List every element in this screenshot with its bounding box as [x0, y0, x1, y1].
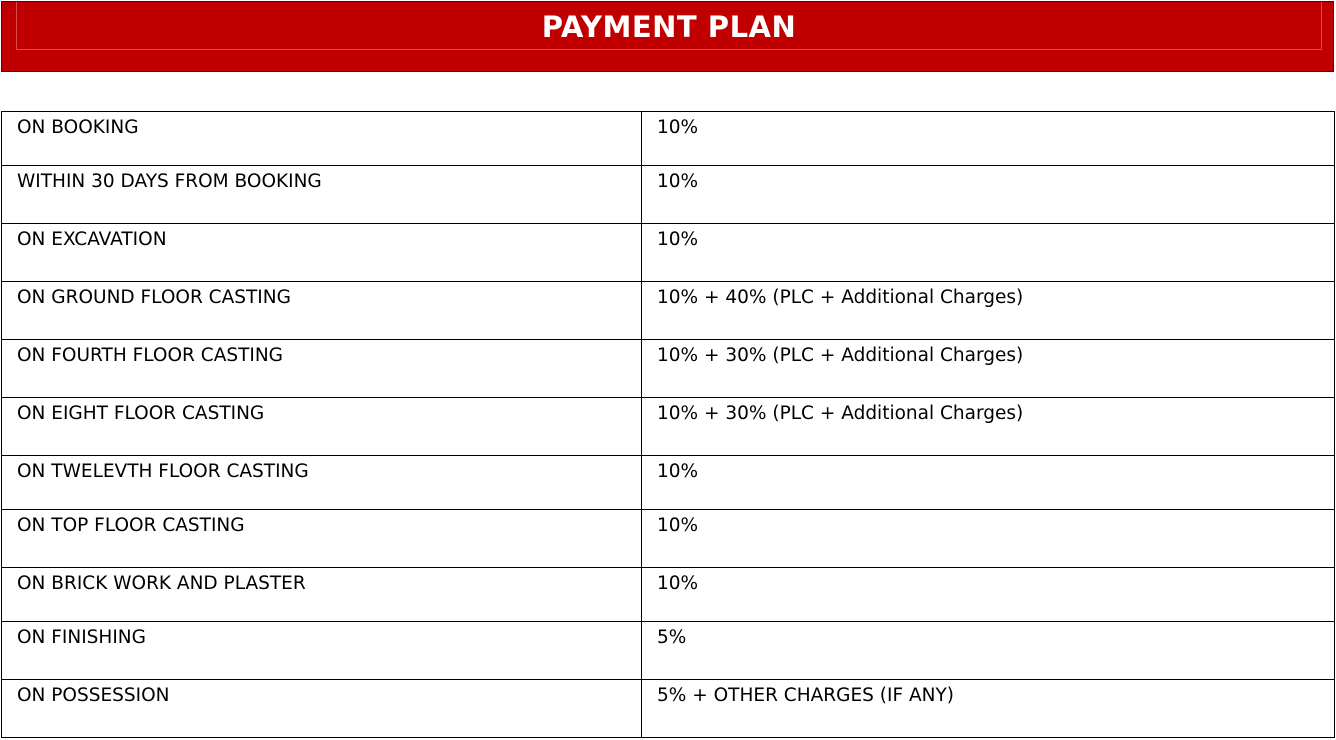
payment-plan-table [1, 111, 1335, 738]
payment-cell: 10% [642, 224, 1335, 282]
stage-cell: ON TWELEVTH FLOOR CASTING [2, 456, 642, 510]
table-row [2, 510, 1335, 568]
table-row [2, 340, 1335, 398]
payment-cell: 10% [642, 456, 1335, 510]
payment-cell: 10% + 30% (PLC + Additional Charges) [642, 340, 1335, 398]
payment-plan-header [1, 1, 1334, 72]
stage-cell: ON GROUND FLOOR CASTING [2, 282, 642, 340]
table-row [2, 568, 1335, 622]
stage-cell: ON POSSESSION [2, 680, 642, 738]
payment-cell: 5% [642, 622, 1335, 680]
stage-cell: ON FINISHING [2, 622, 642, 680]
table-row [2, 456, 1335, 510]
payment-cell: 10% [642, 568, 1335, 622]
table-row [2, 224, 1335, 282]
table-row [2, 282, 1335, 340]
payment-cell: 10% [642, 112, 1335, 166]
table-row [2, 112, 1335, 166]
table-row [2, 622, 1335, 680]
stage-cell: ON EIGHT FLOOR CASTING [2, 398, 642, 456]
table-row [2, 166, 1335, 224]
payment-cell: 10% [642, 510, 1335, 568]
payment-cell: 10% [642, 166, 1335, 224]
stage-cell: ON BOOKING [2, 112, 642, 166]
payment-cell: 10% + 40% (PLC + Additional Charges) [642, 282, 1335, 340]
stage-cell: ON FOURTH FLOOR CASTING [2, 340, 642, 398]
payment-cell: 10% + 30% (PLC + Additional Charges) [642, 398, 1335, 456]
stage-cell: WITHIN 30 DAYS FROM BOOKING [2, 166, 642, 224]
stage-cell: ON TOP FLOOR CASTING [2, 510, 642, 568]
table-row [2, 398, 1335, 456]
header-inner-panel [16, 2, 1322, 50]
table-row [2, 680, 1335, 738]
stage-cell: ON EXCAVATION [2, 224, 642, 282]
stage-cell: ON BRICK WORK AND PLASTER [2, 568, 642, 622]
payment-cell: 5% + OTHER CHARGES (IF ANY) [642, 680, 1335, 738]
page-title: PAYMENT PLAN [541, 10, 797, 44]
